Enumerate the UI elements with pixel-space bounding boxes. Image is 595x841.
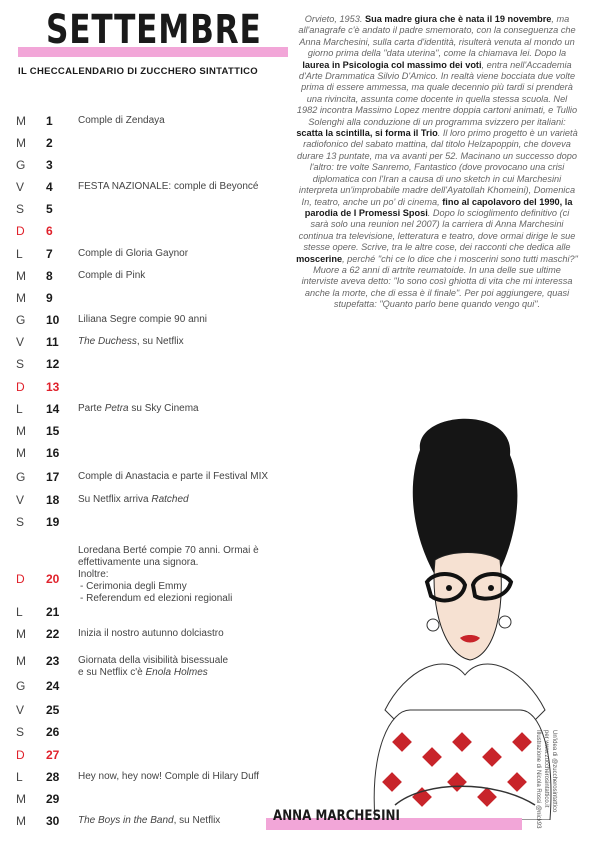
day-number: 11 <box>46 335 59 349</box>
event-text: Comple di Zendaya <box>78 115 165 126</box>
event-text: Petra <box>104 403 129 414</box>
day-letter: M <box>16 269 26 283</box>
day-letter: S <box>16 202 25 216</box>
day-number: 8 <box>46 269 53 283</box>
credit-line-3: Illustrazione di Nicola Rossi @nick93 <box>535 730 541 829</box>
day-letter: L <box>16 605 23 619</box>
credits <box>534 730 558 828</box>
day-letter: V <box>16 335 25 349</box>
bio-bold-2: laurea in Psicologia col massimo dei voti <box>302 59 482 70</box>
day-event <box>78 494 318 506</box>
day-number: 30 <box>46 814 60 828</box>
day-number: 20 <box>46 572 60 586</box>
day-letter: S <box>16 357 25 371</box>
bio-bold-1: Sua madre giura che è nata il 19 novembre <box>365 14 552 24</box>
day-number: 1 <box>46 114 53 128</box>
bio-text-3: , entra nell'Accademia d'Arte Drammatica Silvio D'Amico. In realtà viene bocciata due volte prima di essere ammessa, ma quale decennio più tardi si prenderà una rivincita, assunta come docente in quella stessa scuola. Nel 1982 incontra Massimo Lopez mentre doppia cartoni animati, e Tullio Solenghi alla conduzione di un programma svizzero per italiani: <box>296 59 578 127</box>
day-event <box>78 655 318 679</box>
day-letter: L <box>16 402 23 416</box>
day-number: 13 <box>46 380 60 394</box>
day-letter: S <box>16 515 25 529</box>
day-number: 29 <box>46 792 60 806</box>
event-text: Ratched <box>151 494 189 505</box>
bio-text-4: . Il loro primo progetto è un varietà radiofonico del sabato mattina, dal titolo Helzapoppin, che doveva durare 13 puntate, ma va avanti per 52. Macinano un successo dopo l'altro: tre volte Sanremo, Fantastico (dove provocano una crisi diplomatica con l'Iran a causa di uno sketch in cui Marchesini interpreta un'improbabile madre dell'Ayatollah Khomeini), Domenica In, teatro, anche un po' di cinema, <box>297 128 578 207</box>
day-number: 26 <box>46 725 60 739</box>
anna-marchesini-illustration <box>365 410 555 820</box>
credit-line-2: per www.zuccherosintattico.it <box>543 730 549 808</box>
event-text: Su Netflix arriva <box>78 494 152 505</box>
day-event <box>78 545 318 605</box>
page-subtitle: IL CHECCALENDARIO DI ZUCCHERO SINTATTICO <box>18 66 258 77</box>
event-text: Parte <box>78 403 105 414</box>
day-letter: M <box>16 792 26 806</box>
day-event <box>78 771 318 783</box>
day-letter: D <box>16 748 25 762</box>
event-text: Loredana Berté compie 70 anni. Ormai è effettivamente una signora. <box>78 545 259 568</box>
day-number: 23 <box>46 654 60 668</box>
event-text: , su Netflix <box>173 815 221 826</box>
day-number: 15 <box>46 424 60 438</box>
day-letter: S <box>16 725 25 739</box>
day-letter: L <box>16 770 23 784</box>
day-number: 12 <box>46 357 60 371</box>
day-letter: G <box>16 313 26 327</box>
day-letter: M <box>16 291 26 305</box>
day-letter: M <box>16 446 26 460</box>
day-number: 16 <box>46 446 60 460</box>
day-number: 6 <box>46 224 53 238</box>
day-number: 3 <box>46 158 53 172</box>
day-letter: D <box>16 380 25 394</box>
bio-bold-5: moscerine <box>296 253 343 264</box>
day-letter: G <box>16 158 26 172</box>
day-number: 21 <box>46 605 60 619</box>
day-number: 2 <box>46 136 53 150</box>
event-text: Hey now, hey now! Comple di Hilary Duff <box>78 771 260 782</box>
day-number: 10 <box>46 313 60 327</box>
event-text: Liliana Segre compie 90 anni <box>78 314 207 325</box>
page-title: SETTEMBRE <box>46 7 262 53</box>
day-number: 17 <box>46 470 60 484</box>
event-bullet: - Cerimonia degli Emmy <box>92 581 318 593</box>
event-text: FESTA NAZIONALE: comple di Beyoncé <box>78 181 259 192</box>
day-letter: L <box>16 247 23 261</box>
day-letter: M <box>16 114 26 128</box>
day-letter: V <box>16 703 25 717</box>
day-number: 19 <box>46 515 60 529</box>
biography <box>296 14 578 311</box>
day-event <box>78 270 318 282</box>
day-event <box>78 471 318 483</box>
day-letter: M <box>16 814 26 828</box>
bio-text-5: . Dopo lo scioglimento definitivo (ci sarà solo una reunion nel 2007) la carriera di Anna Marchesini continua tra televisione, letteratura e teatro, dove ormai dirige le sue stesse opere. Scrive, tra le altre cose, dei racconti che dedica alle <box>298 207 576 253</box>
day-letter: G <box>16 679 26 693</box>
bio-bold-4: fino al capolavoro del 1990, la parodia de I Promessi Sposi <box>304 196 573 218</box>
day-number: 25 <box>46 703 60 717</box>
day-event <box>78 181 318 193</box>
event-text: Giornata della visibilità bisessuale <box>78 655 229 666</box>
event-text: , su Netflix <box>136 336 184 347</box>
day-letter: D <box>16 224 25 238</box>
day-letter: V <box>16 180 25 194</box>
event-text: su Sky Cinema <box>128 403 199 414</box>
bio-text-1: Orvieto, 1953. <box>304 14 363 24</box>
day-letter: V <box>16 493 25 507</box>
day-event <box>78 115 318 127</box>
event-text: e su Netflix c'è <box>78 667 146 678</box>
day-number: 24 <box>46 679 60 693</box>
day-letter: M <box>16 627 26 641</box>
day-number: 27 <box>46 748 60 762</box>
event-text: The Duchess <box>78 336 137 347</box>
event-text: Comple di Gloria Gaynor <box>78 248 189 259</box>
day-number: 14 <box>46 402 60 416</box>
event-bullet: - Referendum ed elezioni regionali <box>92 593 318 605</box>
event-text: Comple di Pink <box>78 270 146 281</box>
subject-name: ANNA MARCHESINI <box>273 808 400 824</box>
event-text: The Boys in the Band <box>78 815 174 826</box>
event-text: Comple di Anastacia e parte il Festival MIX <box>78 471 269 482</box>
event-text: Inoltre: <box>78 569 109 580</box>
bio-text-2: , ma all'anagrafe c'è andato il padre smemorato, con la conseguenza che Anna Marchesini, sulla carta d'identità, risulterà venuta al mondo un giorno prima della "data uterina", come la chiamava lei. Dopo la <box>298 14 576 59</box>
day-letter: G <box>16 470 26 484</box>
event-text: Enola Holmes <box>145 667 208 678</box>
day-event <box>78 403 318 415</box>
bio-bold-3: scatta la scintilla, si forma il Trio <box>296 128 438 139</box>
day-event <box>78 336 318 348</box>
day-event <box>78 314 318 326</box>
day-letter: M <box>16 424 26 438</box>
bio-text-6: , perché "chi ce lo dice che i moscerini sono tutti maschi?" Muore a 62 anni di artrite reumatoide. In una delle sue ultime interviste aveva detto: "Io sono così ghiotta di vita che mi interessa anche la morte, che di essa è il finale". Per poi aggiungere, quasi stupefatta: "Quanto parlo bene quando vengo qui". <box>301 253 578 310</box>
day-letter: M <box>16 654 26 668</box>
day-event <box>78 248 318 260</box>
day-number: 4 <box>46 180 53 194</box>
event-text: Inizia il nostro autunno dolciastro <box>78 628 224 639</box>
day-number: 18 <box>46 493 60 507</box>
day-letter: D <box>16 572 25 586</box>
day-number: 28 <box>46 770 60 784</box>
day-number: 9 <box>46 291 53 305</box>
day-number: 5 <box>46 202 53 216</box>
day-number: 22 <box>46 627 60 641</box>
credit-line-1: Un'idea di @zuccherosintattico <box>551 730 557 813</box>
day-event <box>78 628 318 640</box>
day-number: 7 <box>46 247 53 261</box>
day-letter: M <box>16 136 26 150</box>
